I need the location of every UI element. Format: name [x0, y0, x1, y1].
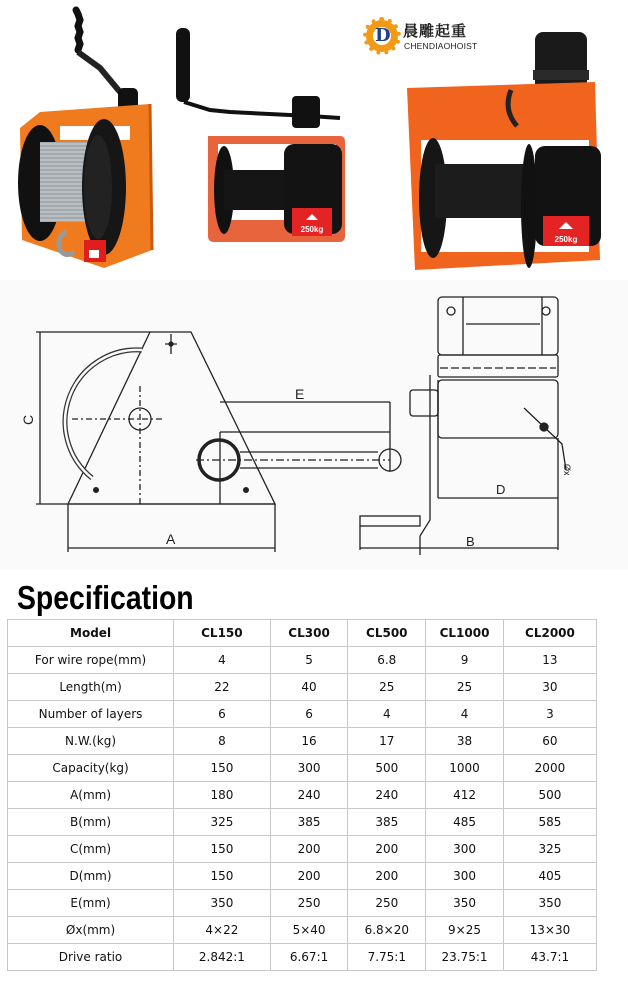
- table-cell: 300: [426, 836, 504, 863]
- table-cell: 60: [503, 728, 596, 755]
- table-cell: 385: [270, 809, 348, 836]
- table-row: [8, 755, 597, 782]
- dimension-a-label: A: [166, 531, 176, 547]
- table-cell: 585: [503, 809, 596, 836]
- table-cell: 4: [426, 701, 504, 728]
- row-label: B(mm): [8, 809, 174, 836]
- row-label: N.W.(kg): [8, 728, 174, 755]
- logo-name-en: CHENDIAOHOIST: [404, 41, 478, 51]
- table-row: [8, 728, 597, 755]
- dimension-e-label: E: [295, 386, 305, 402]
- table-cell: 150: [174, 755, 271, 782]
- table-cell: 9: [426, 647, 504, 674]
- row-label: For wire rope(mm): [8, 647, 174, 674]
- column-header-model: Model: [8, 620, 174, 647]
- table-cell: 25: [426, 674, 504, 701]
- table-cell: 200: [348, 836, 426, 863]
- dimension-c-label: C: [20, 414, 36, 425]
- column-header-cl2000: CL2000: [503, 620, 596, 647]
- table-cell: 325: [503, 836, 596, 863]
- table-cell: 25: [348, 674, 426, 701]
- table-cell: 7.75:1: [348, 944, 426, 971]
- table-cell: 200: [270, 836, 348, 863]
- table-cell: 500: [503, 782, 596, 809]
- technical-drawing: [0, 280, 628, 570]
- table-cell: 23.75:1: [426, 944, 504, 971]
- table-cell: 4×22: [174, 917, 271, 944]
- table-cell: 385: [348, 809, 426, 836]
- table-row: [8, 782, 597, 809]
- table-cell: 1000: [426, 755, 504, 782]
- table-row: [8, 836, 597, 863]
- table-cell: 500: [348, 755, 426, 782]
- row-label: Length(m): [8, 674, 174, 701]
- table-cell: 405: [503, 863, 596, 890]
- table-cell: 6.8: [348, 647, 426, 674]
- row-label: Number of layers: [8, 701, 174, 728]
- table-cell: 350: [174, 890, 271, 917]
- specification-heading: Specification: [17, 579, 194, 616]
- dimension-b-label: B: [466, 534, 475, 549]
- winch-photo-1: [0, 0, 160, 280]
- dimension-d-label: D: [496, 482, 506, 497]
- capacity-label-250kg: 250kg: [554, 235, 578, 244]
- table-row: [8, 917, 597, 944]
- table-cell: 250: [270, 890, 348, 917]
- table-cell: 485: [426, 809, 504, 836]
- gear-icon: D: [366, 20, 398, 52]
- table-cell: 8: [174, 728, 271, 755]
- table-cell: 6: [270, 701, 348, 728]
- table-row: [8, 944, 597, 971]
- table-cell: 300: [270, 755, 348, 782]
- table-cell: 325: [174, 809, 271, 836]
- column-header-cl150: CL150: [174, 620, 271, 647]
- table-cell: 350: [503, 890, 596, 917]
- table-cell: 150: [174, 863, 271, 890]
- table-cell: 240: [348, 782, 426, 809]
- winch-photo-2: [170, 20, 370, 250]
- table-cell: 22: [174, 674, 271, 701]
- row-label: D(mm): [8, 863, 174, 890]
- table-cell: 150: [174, 836, 271, 863]
- row-label: Capacity(kg): [8, 755, 174, 782]
- table-cell: 2000: [503, 755, 596, 782]
- specification-table: [7, 619, 597, 971]
- table-row: [8, 674, 597, 701]
- column-header-cl1000: CL1000: [426, 620, 504, 647]
- table-header-row: [8, 620, 597, 647]
- row-label: Øx(mm): [8, 917, 174, 944]
- table-cell: 200: [348, 863, 426, 890]
- dimension-phi-label: Øx: [562, 464, 572, 476]
- table-cell: 250: [348, 890, 426, 917]
- table-cell: 38: [426, 728, 504, 755]
- logo-name-cn: 晨雕起重: [403, 22, 468, 40]
- table-row: [8, 647, 597, 674]
- table-cell: 412: [426, 782, 504, 809]
- product-photos: [0, 0, 628, 280]
- table-cell: 43.7:1: [503, 944, 596, 971]
- table-row: [8, 890, 597, 917]
- table-cell: 9×25: [426, 917, 504, 944]
- table-cell: 2.842:1: [174, 944, 271, 971]
- table-row: [8, 701, 597, 728]
- table-cell: 16: [270, 728, 348, 755]
- table-cell: 5×40: [270, 917, 348, 944]
- table-cell: 40: [270, 674, 348, 701]
- row-label: Drive ratio: [8, 944, 174, 971]
- table-cell: 6: [174, 701, 271, 728]
- table-cell: 4: [348, 701, 426, 728]
- winch-photo-3: [395, 30, 615, 275]
- table-cell: 300: [426, 863, 504, 890]
- table-cell: 5: [270, 647, 348, 674]
- table-cell: 3: [503, 701, 596, 728]
- row-label: E(mm): [8, 890, 174, 917]
- table-cell: 200: [270, 863, 348, 890]
- table-cell: 6.8×20: [348, 917, 426, 944]
- row-label: C(mm): [8, 836, 174, 863]
- capacity-label-250kg: 250kg: [300, 225, 324, 234]
- table-cell: 13: [503, 647, 596, 674]
- company-logo: [366, 18, 496, 56]
- row-label: A(mm): [8, 782, 174, 809]
- table-cell: 13×30: [503, 917, 596, 944]
- table-cell: 17: [348, 728, 426, 755]
- table-row: [8, 809, 597, 836]
- column-header-cl500: CL500: [348, 620, 426, 647]
- table-cell: 4: [174, 647, 271, 674]
- table-cell: 240: [270, 782, 348, 809]
- table-cell: 6.67:1: [270, 944, 348, 971]
- column-header-cl300: CL300: [270, 620, 348, 647]
- table-cell: 180: [174, 782, 271, 809]
- table-cell: 30: [503, 674, 596, 701]
- table-cell: 350: [426, 890, 504, 917]
- table-row: [8, 863, 597, 890]
